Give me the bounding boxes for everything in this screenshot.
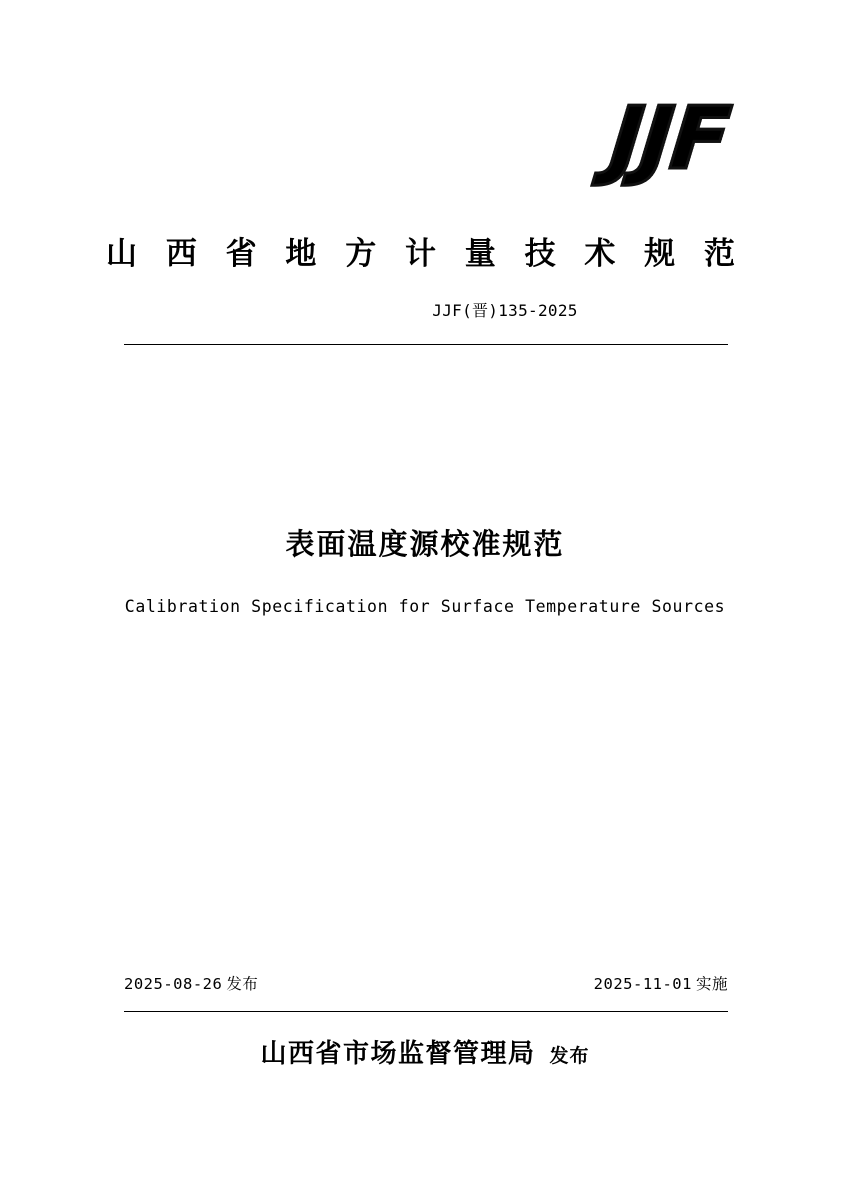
- implementation-date: [594, 972, 728, 994]
- jjf-logo-container: [388, 89, 734, 189]
- issuer-organization: 山西省市场监督管理局: [260, 1039, 536, 1069]
- document-title-en: Calibration Specification for Surface Temperature Sources: [124, 597, 726, 616]
- implementation-date-label: 实施: [695, 975, 728, 993]
- dates-row: [124, 972, 728, 994]
- footer-divider: [124, 1011, 728, 1012]
- jjf-logo: JJF: [605, 89, 734, 189]
- implementation-date-value: 2025-11-01: [593, 975, 692, 993]
- standard-number: JJF(晋)135-2025: [432, 301, 578, 320]
- issuer-verb: 发布: [549, 1045, 590, 1067]
- issue-date-value: 2025-08-26: [124, 975, 223, 993]
- document-title-cn: 表面温度源校准规范: [285, 527, 565, 561]
- issue-date-label: 发布: [226, 975, 259, 993]
- series-title: 山 西 省 地 方 计 量 技 术 规 范: [106, 236, 744, 272]
- header-divider: [124, 344, 728, 345]
- issuing-authority: [0, 1033, 850, 1070]
- issue-date: [124, 972, 258, 994]
